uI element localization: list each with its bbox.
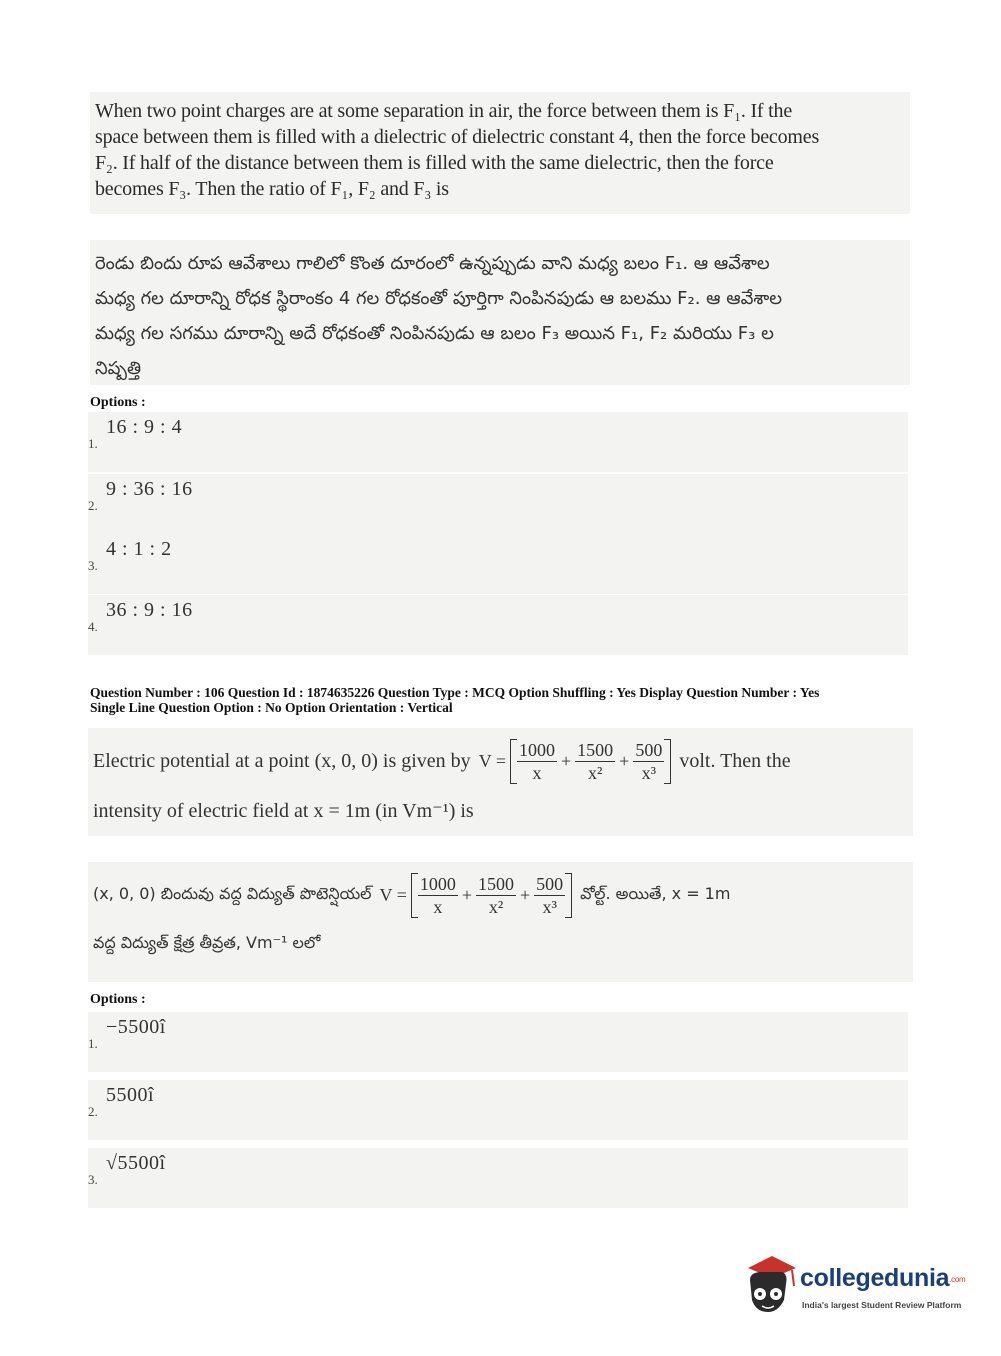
option-value: √5500î [106, 1152, 166, 1174]
numerator: 1500 [577, 739, 614, 760]
question-text-line: మధ్య గల సగము దూరాన్ని అదే రోధకంతో నింపినపుడు ఆ బలం F₃ అయిన F₁, F₂ మరియు F₃ ల [95, 323, 774, 344]
question-text-line: వద్ద విద్యుత్ క్షేత్ర తీవ్రత, Vm⁻¹ లలో [93, 932, 321, 952]
question-text-line: నిష్పత్తి [95, 358, 142, 379]
option-value: 4 : 1 : 2 [106, 538, 172, 560]
option-number: 1. [88, 436, 98, 451]
options-label: Options : [90, 395, 146, 410]
numerator: 1000 [419, 873, 456, 894]
question-text: volt. Then the [679, 749, 791, 772]
formula-v: V = [478, 750, 507, 771]
fraction [633, 739, 664, 784]
option-value: −5500î [106, 1016, 166, 1038]
option-number: 4. [88, 619, 98, 634]
question-text-line: మధ్య గల దూరాన్ని రోధక స్థిరాంకం 4 గల రోధకంతో పూర్తిగా నింపినపుడు ఆ బలము F₂. ఆ ఆవేశాల [95, 288, 783, 309]
numerator: 1500 [478, 873, 515, 894]
meta-line: Single Line Question Option : No Option Orientation : Vertical [90, 700, 453, 715]
numerator: 500 [536, 873, 564, 894]
formula-bracket [411, 873, 572, 918]
option-4[interactable] [88, 595, 908, 655]
option-number: 2. [88, 498, 98, 513]
question-text-line: intensity of electric field at x = 1m (in Vm⁻¹) is [93, 799, 474, 822]
brand-name [800, 1264, 965, 1293]
option-value: 5500î [106, 1084, 155, 1106]
question-105-telugu [90, 240, 910, 385]
formula-bracket [510, 739, 671, 784]
option-value: 16 : 9 : 4 [106, 416, 183, 438]
question-text: (x, 0, 0) బిందువు వద్ద విద్యుత్ పొటెన్షియల్ [93, 883, 372, 903]
numerator: 1000 [519, 739, 556, 760]
option-2[interactable] [88, 474, 908, 534]
denominator: x [433, 896, 443, 917]
question-105-english [90, 92, 910, 214]
option-1[interactable] [88, 1012, 908, 1072]
option-value: 36 : 9 : 16 [106, 599, 193, 621]
question-text: వోల్ట్. అయితే, x = 1m [580, 883, 731, 903]
brand-tagline: India's largest Student Review Platform [802, 1300, 962, 1310]
brand-text: collegedunia [800, 1264, 950, 1292]
question-text: Electric potential at a point (x, 0, 0) is given by [93, 749, 471, 772]
option-value: 9 : 36 : 16 [106, 478, 193, 500]
brand-domain: .com [949, 1274, 966, 1284]
potential-formula [479, 739, 672, 784]
plus-sign: + [520, 884, 531, 905]
denominator: x³ [641, 762, 657, 783]
denominator: x [532, 762, 542, 783]
plus-sign: + [561, 750, 572, 771]
fraction [476, 873, 516, 918]
option-number: 3. [88, 1172, 98, 1187]
fraction [517, 739, 557, 784]
option-number: 3. [88, 558, 98, 573]
numerator: 500 [635, 739, 663, 760]
option-2[interactable] [88, 1080, 908, 1140]
mascot-icon [740, 1250, 800, 1320]
plus-sign: + [461, 884, 473, 905]
option-3[interactable] [88, 1148, 908, 1208]
denominator: x² [488, 896, 504, 917]
fraction [534, 873, 565, 918]
formula-v: V = [379, 884, 407, 905]
question-text-line: becomes F₃. Then the ratio of F₁, F₂ and F₃ is [95, 178, 449, 200]
question-106-meta [90, 685, 910, 715]
question-106-telugu [88, 862, 913, 982]
option-1[interactable] [88, 412, 908, 472]
options-label: Options : [90, 992, 146, 1007]
fraction [418, 873, 458, 918]
fraction [575, 739, 615, 784]
option-number: 2. [88, 1104, 98, 1119]
collegedunia-logo[interactable] [740, 1248, 970, 1326]
denominator: x² [587, 762, 603, 783]
potential-formula [380, 873, 573, 918]
question-text-line: When two point charges are at some separation in air, the force between them is F₁. If the [95, 100, 793, 122]
meta-line: Question Number : 106 Question Id : 1874635226 Question Type : MCQ Option Shuffling : Yes Display Question Number : Yes [90, 685, 820, 700]
plus-sign: + [619, 750, 630, 771]
question-106-english [88, 728, 913, 836]
option-number: 1. [88, 1036, 98, 1051]
question-text-line: రెండు బిందు రూప ఆవేశాలు గాలిలో కొంత దూరంలో ఉన్నప్పుడు వాని మధ్య బలం F₁. ఆ ఆవేశాల [95, 253, 770, 274]
question-text-line: F₂. If half of the distance between them is filled with the same dielectric, then the force [95, 152, 774, 174]
question-text-line: space between them is filled with a dielectric of dielectric constant 4, then the force becomes [95, 126, 820, 148]
option-3[interactable] [88, 534, 908, 594]
denominator: x³ [542, 896, 557, 917]
